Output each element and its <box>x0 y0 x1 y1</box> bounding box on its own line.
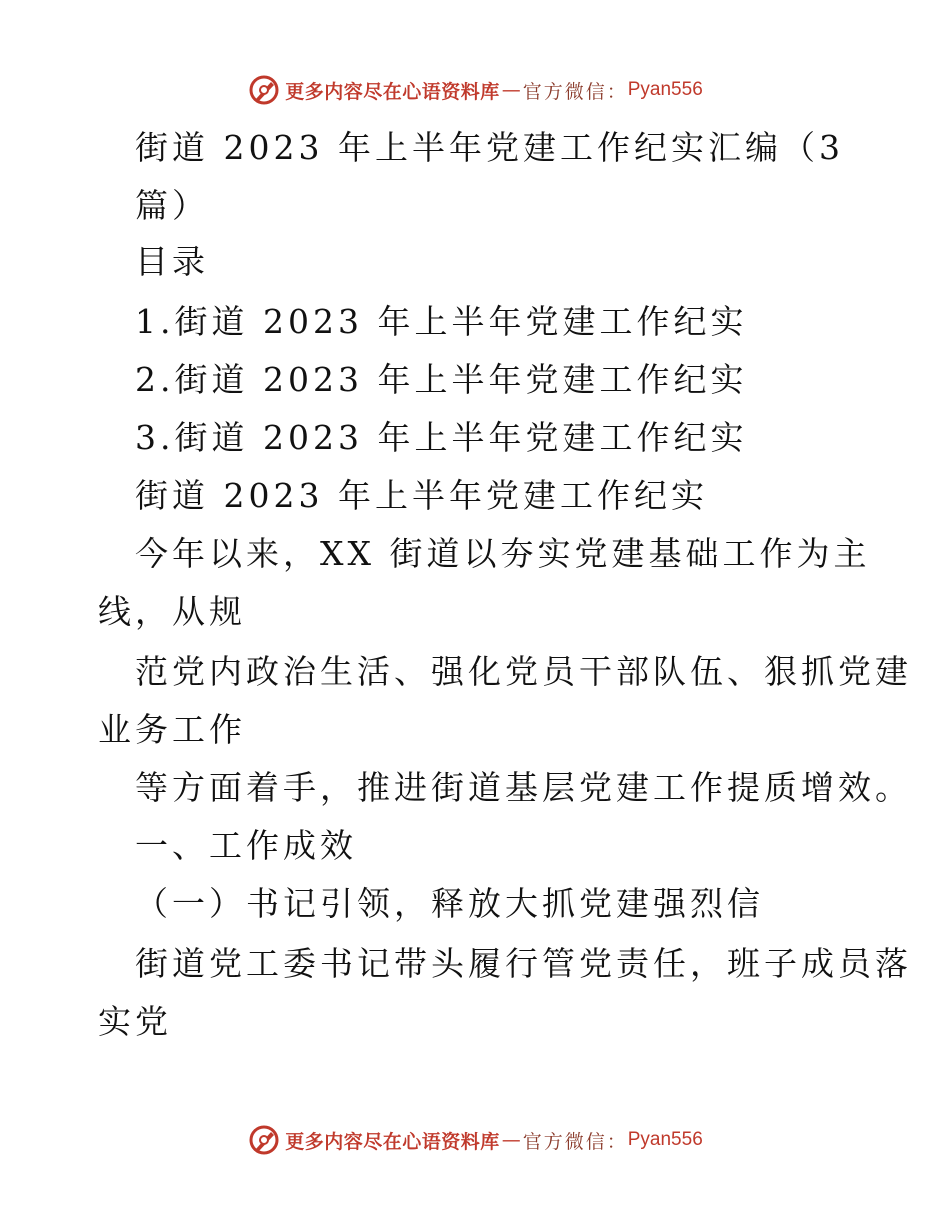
watermark-banner-bottom <box>0 1120 950 1160</box>
paragraph-line: 等方面着手，推进街道基层党建工作提质增效。 <box>135 768 912 807</box>
banner-dash: — <box>501 79 521 101</box>
pen-logo-icon <box>247 73 281 107</box>
heading-level-1: 一、工作成效 <box>135 826 357 865</box>
pen-logo-icon <box>247 1123 281 1157</box>
paragraph-line: 线，从规 <box>98 592 246 631</box>
document-title-line-1: 街道 2023 年上半年党建工作纪实汇编（3 <box>135 128 844 167</box>
banner-official-label: 官方微信： <box>522 80 628 103</box>
toc-item-2: 2.街道 2023 年上半年党建工作纪实 <box>135 360 748 399</box>
banner-main-text: 更多内容尽在心语资料库 <box>285 1130 500 1153</box>
watermark-banner-top <box>0 70 950 110</box>
banner-dash: — <box>501 1129 521 1151</box>
toc-item-3: 3.街道 2023 年上半年党建工作纪实 <box>135 418 748 457</box>
paragraph-line: 实党 <box>98 1002 172 1041</box>
paragraph-line: 业务工作 <box>98 710 246 749</box>
paragraph-line: 街道党工委书记带头履行管党责任，班子成员落 <box>135 944 912 983</box>
banner-main-text: 更多内容尽在心语资料库 <box>285 80 500 103</box>
banner-wechat-id: Pyan556 <box>627 79 703 100</box>
banner-wechat-id: Pyan556 <box>627 1129 703 1150</box>
banner-official-label: 官方微信： <box>522 1130 628 1153</box>
toc-heading: 目录 <box>135 242 209 281</box>
toc-item-1: 1.街道 2023 年上半年党建工作纪实 <box>135 302 748 341</box>
heading-level-2: （一）书记引领，释放大抓党建强烈信 <box>135 884 764 923</box>
paragraph-line: 今年以来，XX 街道以夯实党建基础工作为主 <box>135 534 871 573</box>
paragraph-line: 范党内政治生活、强化党员干部队伍、狠抓党建 <box>135 652 912 691</box>
section-title: 街道 2023 年上半年党建工作纪实 <box>135 476 708 515</box>
document-title-line-2: 篇） <box>135 186 209 225</box>
